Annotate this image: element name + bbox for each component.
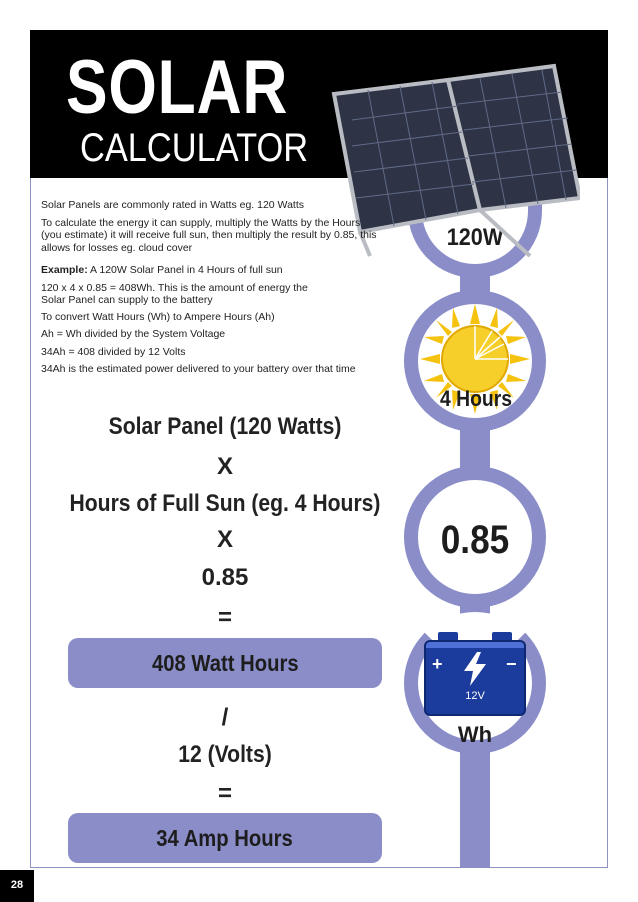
formula-equals-2: = <box>217 780 232 807</box>
formula-factor: 0.85 <box>201 564 249 591</box>
intro-line-1: Solar Panels are commonly rated in Watts eg. 120 Watts <box>41 199 305 211</box>
formula-divide: / <box>221 704 229 731</box>
hours-label: 4 Hours <box>439 386 513 411</box>
calc-line-2: To convert Watt Hours (Wh) to Ampere Hours (Ah) <box>41 310 275 323</box>
lightning-icon <box>462 652 488 686</box>
formula-times-2: X <box>216 526 233 553</box>
example-label: Example: <box>41 264 88 276</box>
result-watt-hours-text: 408 Watt Hours <box>151 650 299 676</box>
battery-minus: − <box>506 654 517 674</box>
formula-volts: 12 (Volts) <box>178 741 272 768</box>
battery-plus: + <box>432 654 443 674</box>
wh-label: Wh <box>457 722 493 747</box>
page-subtitle: CALCULATOR <box>80 126 309 170</box>
intro-line-2: To calculate the energy it can supply, multiply the Watts by the Hours (you estimate) it will receive full sun, then multiply the result by 0.85, this allows for losses eg. cloud cover <box>41 216 377 254</box>
formula-hours: Hours of Full Sun (eg. 4 Hours) <box>69 490 381 517</box>
page-title: SOLAR <box>66 45 289 130</box>
calc-line-4: 34Ah = 408 divided by 12 Volts <box>41 345 186 358</box>
battery-voltage: 12V <box>465 690 485 702</box>
result-amp-hours <box>68 813 382 863</box>
result-amp-hours-text: 34 Amp Hours <box>156 825 294 851</box>
formula-times-1: X <box>216 453 233 480</box>
watts-label: 120W <box>446 224 504 251</box>
calc-line-3: Ah = Wh divided by the System Voltage <box>41 328 226 340</box>
factor-label: 0.85 <box>440 518 510 562</box>
formula-panel: Solar Panel (120 Watts) <box>108 413 342 440</box>
calc-line-1: 120 x 4 x 0.85 = 408Wh. This is the amount of energy the Solar Panel can supply to the battery <box>41 281 308 306</box>
calc-line-5: 34Ah is the estimated power delivered to your battery over that time <box>41 363 356 375</box>
intro-text <box>41 199 381 381</box>
example-text: A 120W Solar Panel in 4 Hours of full sun <box>87 264 283 276</box>
page-number: 28 <box>0 870 34 902</box>
formula-equals-1: = <box>217 604 232 631</box>
result-watt-hours <box>68 638 382 688</box>
example-line <box>41 264 381 277</box>
